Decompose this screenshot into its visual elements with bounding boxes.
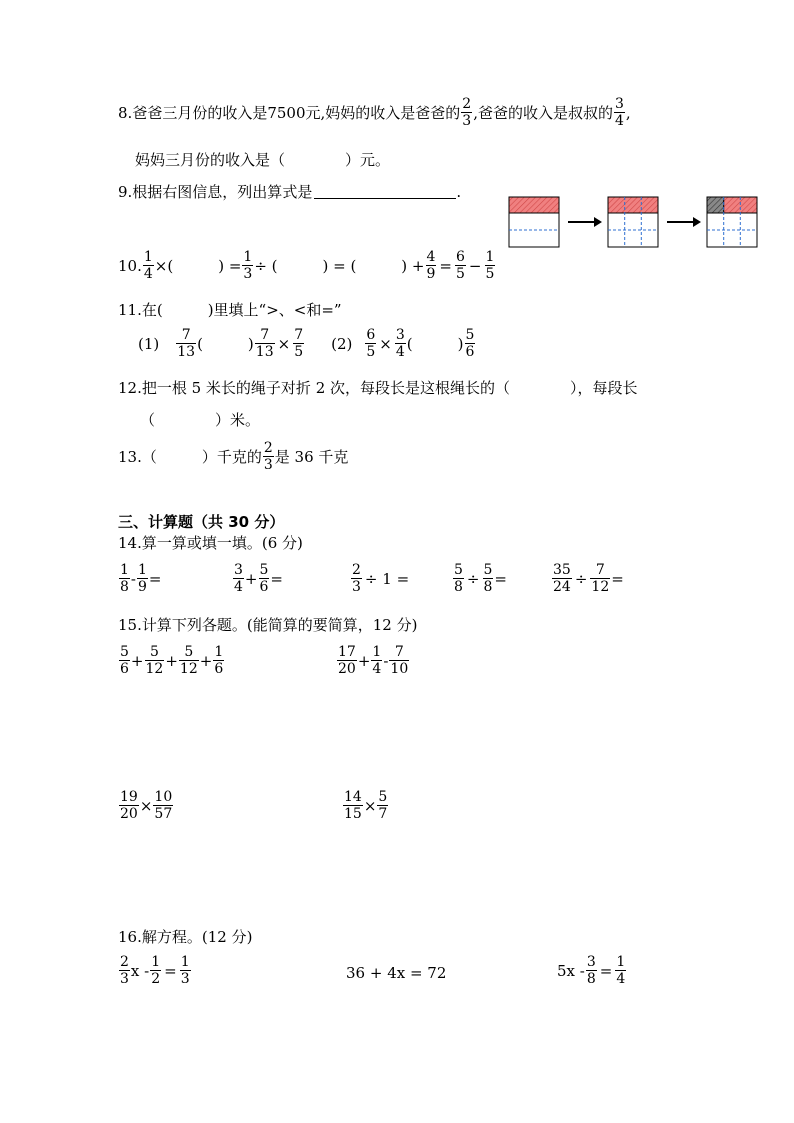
fraction: 2 3 — [462, 96, 472, 129]
fraction: $\frac{5}{6}$ — [259, 562, 269, 595]
section-title: 三、计算题（共 30 分） — [118, 513, 285, 531]
fraction: $\frac{1}{6}$ — [214, 644, 224, 677]
fraction: $\frac{5}{8}$ — [454, 562, 463, 595]
fraction: 1 8 — [120, 562, 129, 595]
fraction: $\frac{14}{15}$ — [344, 789, 362, 822]
q14-expr-2: 3 4 + $\frac{5}{6}$ = — [234, 562, 283, 595]
q16-equation-1: 2 3 x - $\frac{1}{2}$ = $\frac{1}{3}$ — [120, 954, 190, 987]
q14-title: 14.算一算或填一填。(6 分) — [118, 534, 303, 552]
arrow-icon — [667, 217, 701, 227]
q11-title: 11.在( )里填上“>、<和=” — [118, 301, 342, 319]
fraction: $\frac{2}{3}$ — [352, 562, 361, 595]
q16-title: 16.解方程。(12 分) — [118, 928, 253, 946]
fraction: 7 13 — [177, 327, 196, 360]
fraction: 17 20 — [338, 644, 356, 677]
diagram-box-2 — [608, 197, 658, 247]
fraction: $\frac{4}{9}$ — [426, 249, 436, 282]
arrow-icon — [568, 217, 602, 227]
fraction: 5 6 — [120, 644, 129, 677]
q15-expr-3: $\frac{19}{20}$ × $\frac{10}{57}$ — [120, 789, 173, 822]
fraction: $\frac{1}{4}$ — [616, 954, 626, 987]
fraction: $\frac{3}{8}$ — [586, 954, 596, 987]
q15-title: 15.计算下列各题。(能简算的要简算，12 分) — [118, 616, 418, 634]
fraction: $\frac{7}{13}$ — [255, 327, 274, 360]
q13-line: 13.（ ）千克的 2 3 是 36 千克 — [118, 440, 349, 473]
q14-expr-3: $\frac{2}{3}$ ÷ 1 = — [352, 562, 410, 595]
fraction: $\frac{1}{3}$ — [180, 954, 190, 987]
fraction: 2 3 — [120, 954, 129, 987]
q15-expr-4: $\frac{14}{15}$ × $\frac{5}{7}$ — [344, 789, 388, 822]
q9-line: 9.根据右图信息，列出算式是 . — [118, 182, 462, 201]
q15-expr-2: 17 20 + $\frac{1}{4}$ - 7 10 — [338, 644, 409, 677]
q16-equation-3: 5x - $\frac{3}{8}$ = $\frac{1}{4}$ — [557, 954, 626, 987]
fraction: $\frac{6}{5}$ — [456, 249, 465, 282]
fraction: $\frac{35}{24}$ — [553, 562, 571, 595]
fraction: $\frac{19}{20}$ — [120, 789, 138, 822]
fraction: $\frac{1}{4}$ — [143, 249, 153, 282]
fraction-diagram — [508, 196, 768, 252]
q15-expr-1: 5 6 + $\frac{5}{12}$ + $\frac{5}{12}$ + $\frac{1}{6}$ — [120, 644, 224, 677]
fraction: $\frac{3}{4}$ — [395, 327, 405, 360]
fraction: $\frac{5}{7}$ — [378, 789, 388, 822]
fraction: 5 6 — [465, 327, 475, 360]
fraction: $\frac{7}{5}$ — [294, 327, 304, 360]
q14-expr-1: 1 8 - $\frac{1}{9}$ = — [120, 562, 162, 595]
fraction: 7 10 — [390, 644, 409, 677]
fraction: $\frac{10}{57}$ — [154, 789, 173, 822]
fraction: $\frac{1}{5}$ — [485, 249, 495, 282]
fraction: $\frac{1}{2}$ — [151, 954, 161, 987]
fraction: $\frac{7}{12}$ — [591, 562, 610, 595]
fraction: $\frac{1}{4}$ — [372, 644, 382, 677]
q14-expr-4: $\frac{5}{8}$ ÷ $\frac{5}{8}$ = — [454, 562, 507, 595]
fraction: 3 4 — [614, 96, 624, 129]
q8-line2: 妈妈三月份的收入是（ ）元。 — [135, 151, 391, 169]
q10-line: 10. $\frac{1}{4}$ ×( ) = $\frac{1}{3}$ ÷ ( ) = ( ) + $\frac{4}{9}$ = $\frac{6}{5}$ − $\frac{1}{5}$ — [118, 249, 495, 282]
q12-line1: 12.把一根 5 米长的绳子对折 2 次，每段长是这根绳长的（ ），每段长 — [118, 379, 638, 397]
fraction: $\frac{5}{8}$ — [483, 562, 493, 595]
q12-line2: （ ）米。 — [140, 411, 261, 429]
diagram-box-1 — [509, 197, 559, 247]
q11-compare: (1) 7 13 ( ) $\frac{7}{13}$ × $\frac{7}{5}$ (2) $\frac{6}{5}$ × $\frac{3}{4}$ ( ) 5 6 — [138, 327, 475, 360]
q16-equation-2: 36 + 4x = 72 — [346, 964, 447, 982]
fraction: $\frac{1}{9}$ — [138, 562, 147, 595]
q8-line1: 8. 爸爸三月份的收入是7500元,妈妈的收入是爸爸的 2 3 ,爸爸的收入是叔叔的 3 4 , — [118, 96, 631, 129]
fraction: $\frac{1}{3}$ — [243, 249, 253, 282]
fraction: $\frac{5}{12}$ — [179, 644, 198, 677]
q14-expr-5: $\frac{35}{24}$ ÷ $\frac{7}{12}$ = — [553, 562, 624, 595]
answer-blank[interactable] — [314, 184, 456, 199]
fraction: $\frac{6}{5}$ — [366, 327, 376, 360]
fraction: 2 3 — [263, 440, 273, 473]
fraction: $\frac{5}{12}$ — [145, 644, 164, 677]
diagram-box-3 — [707, 197, 757, 247]
fraction: 3 4 — [234, 562, 243, 595]
